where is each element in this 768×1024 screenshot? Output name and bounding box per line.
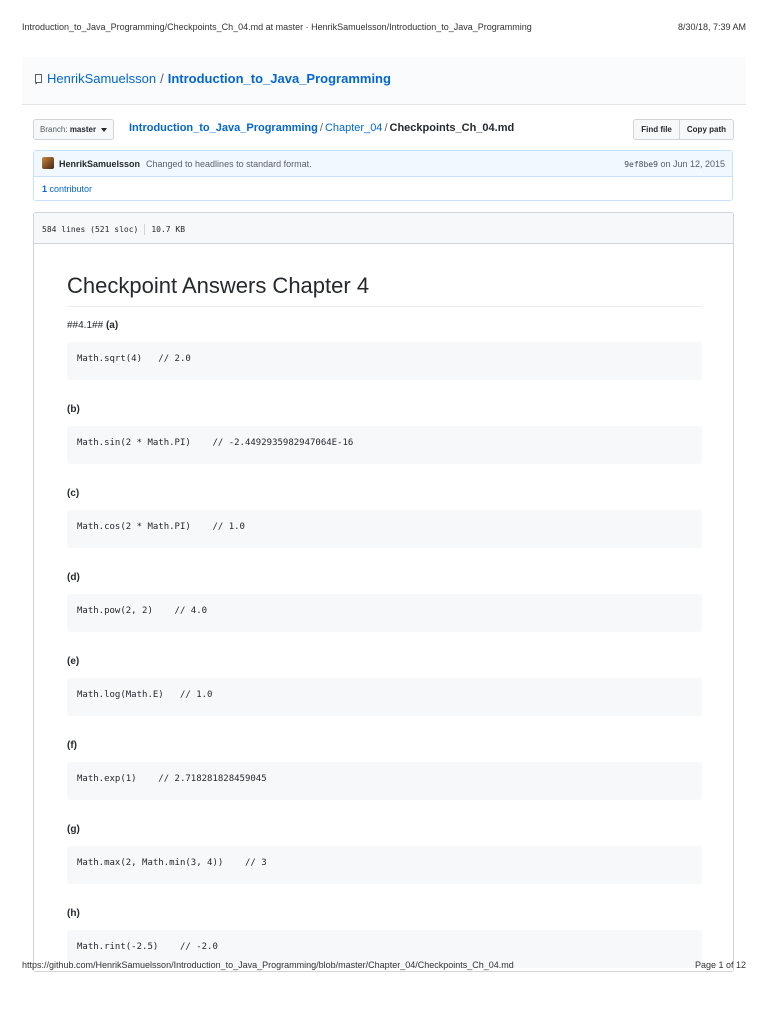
code-block: Math.exp(1) // 2.718281828459045 — [67, 762, 702, 800]
branch-label: Branch: — [40, 125, 68, 134]
copy-path-button[interactable]: Copy path — [680, 119, 734, 140]
answer-label-text: (f) — [67, 740, 77, 752]
breadcrumb-file: Checkpoints_Ch_04.md — [389, 122, 515, 134]
print-header-title: Introduction_to_Java_Programming/Checkpoints_Ch_04.md at master · HenrikSamuelsson/Introduction_to_Java_Programming — [22, 22, 532, 32]
file-navigation — [33, 119, 734, 140]
file-lines: 584 lines (521 sloc) — [42, 225, 139, 234]
answer-label-text: (h) — [67, 908, 80, 920]
breadcrumb-separator: / — [319, 122, 323, 134]
branch-name: master — [69, 125, 97, 134]
answer-label — [67, 483, 702, 505]
file-actions — [633, 119, 734, 140]
repo-name-link[interactable]: Introduction_to_Java_Programming — [167, 71, 391, 86]
print-footer-page: Page 1 of 12 — [694, 960, 746, 970]
print-footer-url: https://github.com/HenrikSamuelsson/Introduction_to_Java_Programming/blob/master/Chapter_04/Checkpoints_Ch_04.md — [22, 960, 514, 970]
caret-down-icon — [101, 128, 107, 132]
commit-author-link[interactable]: HenrikSamuelsson — [59, 159, 141, 169]
print-header — [22, 22, 746, 32]
code-block: Math.sin(2 * Math.PI) // -2.4492935982947064E-16 — [67, 426, 702, 464]
breadcrumb-dir-link[interactable]: Chapter_04 — [324, 122, 383, 134]
repo-owner-link[interactable]: HenrikSamuelsson — [47, 71, 157, 86]
answer-label — [67, 735, 702, 757]
code-block: Math.sqrt(4) // 2.0 — [67, 342, 702, 380]
file-info-divider — [144, 224, 145, 235]
code-block: Math.cos(2 * Math.PI) // 1.0 — [67, 510, 702, 548]
answer-label-text: (c) — [67, 488, 80, 500]
answer-label-text: (g) — [67, 824, 80, 836]
answer-label-text: (e) — [67, 656, 80, 668]
answer-label — [67, 819, 702, 841]
breadcrumb — [129, 122, 514, 134]
answer-label — [67, 567, 702, 589]
print-footer — [22, 960, 746, 970]
file-size: 10.7 KB — [151, 225, 186, 234]
repo-title — [34, 71, 391, 86]
answer-label — [67, 399, 702, 421]
breadcrumb-separator: / — [384, 122, 388, 134]
print-header-datetime: 8/30/18, 7:39 AM — [677, 22, 746, 32]
repo-icon — [34, 73, 43, 85]
page-title: Checkpoint Answers Chapter 4 — [67, 273, 702, 307]
commit-summary — [34, 151, 732, 177]
repo-separator: / — [160, 71, 164, 86]
contributors-link[interactable] — [42, 184, 92, 194]
answer-label-text: (b) — [67, 404, 80, 416]
avatar[interactable] — [42, 157, 54, 169]
file-info — [42, 224, 185, 235]
commit-sha-link[interactable]: 9ef8be9 — [624, 160, 658, 169]
repo-header — [22, 57, 746, 105]
code-block: Math.rint(-2.5) // -2.0 — [67, 930, 702, 968]
code-block: Math.pow(2, 2) // 4.0 — [67, 594, 702, 632]
commit-tease — [33, 150, 733, 201]
find-file-button[interactable]: Find file — [633, 119, 680, 140]
answer-label — [67, 903, 702, 925]
code-block: Math.max(2, Math.min(3, 4)) // 3 — [67, 846, 702, 884]
code-block: Math.log(Math.E) // 1.0 — [67, 678, 702, 716]
breadcrumb-repo-link[interactable]: Introduction_to_Java_Programming — [129, 122, 318, 134]
markdown-body — [67, 273, 702, 972]
file-view — [33, 212, 734, 972]
commit-date: on Jun 12, 2015 — [660, 159, 725, 169]
contributors-label: contributor — [49, 184, 93, 194]
answer-label — [67, 315, 702, 337]
answer-label-text: (a) — [105, 320, 119, 332]
commit-message-link[interactable]: Changed to headlines to standard format. — [146, 159, 312, 169]
branch-select-button[interactable] — [33, 119, 114, 140]
answer-label — [67, 651, 702, 673]
file-header — [34, 213, 733, 244]
contributors-count: 1 — [42, 184, 48, 194]
commit-meta — [624, 159, 725, 169]
answer-label-text: (d) — [67, 572, 80, 584]
answer-label-prefix: ##4.1## — [67, 320, 104, 332]
